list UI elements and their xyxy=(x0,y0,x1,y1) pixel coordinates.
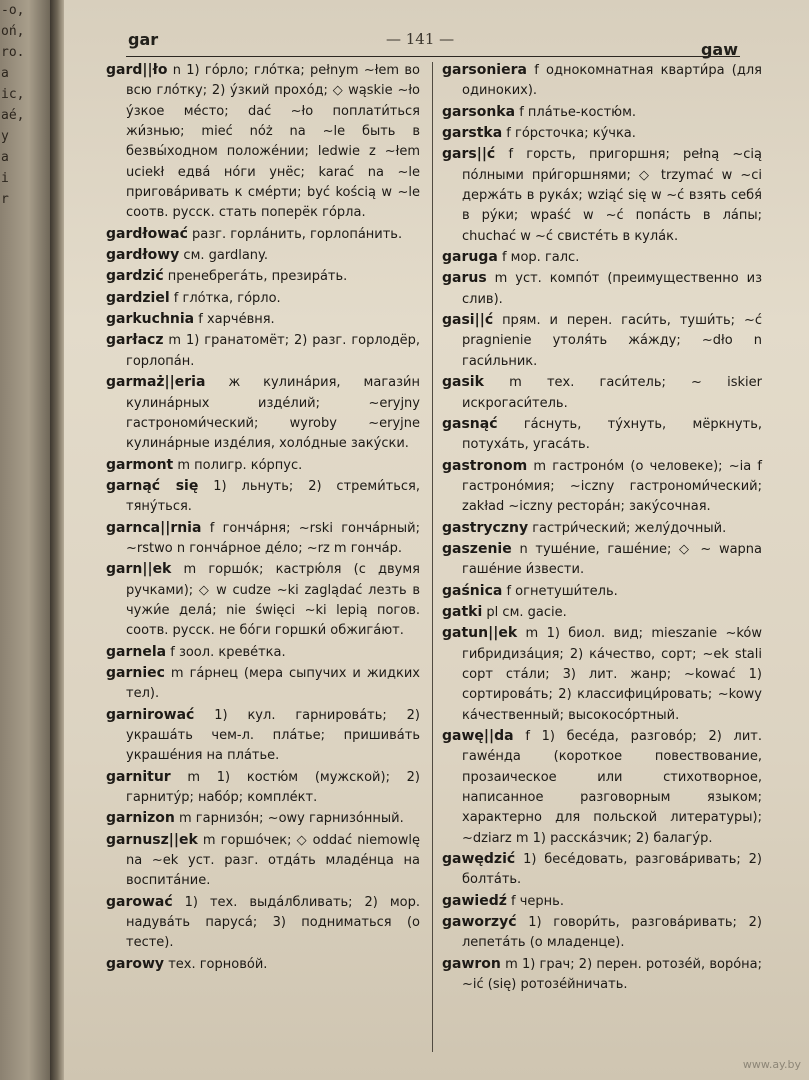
dictionary-entry xyxy=(106,372,420,454)
entry-definition: 1) кул. гарнирова́ть; 2) украша́ть чем-л. пла́тье; пришива́ть украше́ния на пла́тье. xyxy=(126,707,420,764)
entry-headword: garnirować xyxy=(106,706,195,723)
entry-headword: gaśnica xyxy=(442,582,503,599)
entry-headword: garnca||rnia xyxy=(106,519,202,536)
entry-definition: m уст. компо́т (преимущественно из слив). xyxy=(462,271,762,307)
entry-headword: garus xyxy=(442,270,487,287)
entry-definition: m полигр. ко́рпус. xyxy=(177,457,303,473)
entry-definition: m гастроно́м (о человеке); ~ia f гастроно́мия; ~iczny гастрономи́ческий; zakład ~iczny рестора́н; заку́сочная. xyxy=(462,458,762,515)
dictionary-entry xyxy=(442,123,762,144)
entry-headword: garnusz||ek xyxy=(106,831,198,848)
entry-headword: gardzić xyxy=(106,268,164,285)
entry-definition: f харче́вня. xyxy=(198,312,275,328)
entry-headword: gawiedź xyxy=(442,892,507,909)
dictionary-entry xyxy=(442,912,762,954)
entry-definition: n 1) го́рло; гло́тка; pełnym ~łem во всю гло́тку; 2) у́зкий прохо́д; ◇ wąskie ~ło у́зкое ме́сто; dać ~ło поплати́ться жи́знью; mieć nóż na ~le быть в безвы́ходном положе́нии; ledwie z ~łem uciekł едва́ но́ги унёс; karać na ~le пригова́ривать к сме́рти; być kością w ~le соотв. русск. стать поперёк го́рла. xyxy=(126,63,420,221)
left-column xyxy=(106,60,420,975)
dictionary-entry xyxy=(442,623,762,726)
dictionary-entry xyxy=(106,330,420,372)
previous-page-fragment: oń, xyxy=(1,24,25,39)
dictionary-entry xyxy=(106,808,420,829)
dictionary-entry xyxy=(106,309,420,330)
previous-page-fragment: ic, xyxy=(1,87,25,102)
entry-headword: garsoniera xyxy=(442,62,527,78)
dictionary-entry xyxy=(442,456,762,518)
previous-page-text-fragments xyxy=(0,0,52,1080)
entry-headword: garkuchnia xyxy=(106,311,195,328)
entry-headword: gawron xyxy=(442,955,501,972)
entry-definition: m тех. гаси́тель; ~ iskier искрогаси́тель. xyxy=(462,375,762,411)
entry-headword: gardłować xyxy=(106,225,188,242)
dictionary-entry xyxy=(442,539,762,581)
dictionary-entry xyxy=(442,849,762,891)
dictionary-entry xyxy=(106,642,420,663)
entry-definition: f зоол. креве́тка. xyxy=(170,644,286,660)
entry-definition: f гло́тка, го́рло. xyxy=(173,290,281,306)
entry-definition: f огнетуши́тель. xyxy=(506,583,618,599)
entry-headword: garnizon xyxy=(106,810,175,827)
dictionary-entry xyxy=(106,266,420,287)
entry-definition: m 1) биол. вид; mieszanie ~ków гибридиза́ция; 2) ка́чество, сорт; ~ek stali сорт ста́ли; 3) лит. жанр; ~kować 1) сортирова́ть; 2) классифици́ровать; ~kowy ка́чественный; высокосо́ртный. xyxy=(462,626,762,723)
dictionary-entry xyxy=(442,60,762,102)
entry-definition: см. gardlany. xyxy=(183,248,269,264)
entry-definition: m 1) костю́м (мужской); 2) гарниту́р; набо́р; компле́кт. xyxy=(126,769,421,806)
entry-headword: garsonka xyxy=(442,103,516,120)
entry-headword: gars||ć xyxy=(442,146,496,163)
entry-headword: garmaż||eria xyxy=(106,374,206,391)
previous-page-fragment: r xyxy=(1,192,9,207)
entry-headword: garmont xyxy=(106,456,174,473)
dictionary-entry xyxy=(442,144,762,247)
entry-headword: gasi||ć xyxy=(442,312,494,329)
dictionary-entry xyxy=(106,954,420,975)
entry-definition: f го́рсточка; ку́чка. xyxy=(506,126,636,142)
dictionary-entry xyxy=(442,310,762,372)
entry-definition: pl см. gacie. xyxy=(486,604,567,620)
previous-page-fragment: aé, xyxy=(1,108,25,123)
entry-headword: gard||ło xyxy=(106,62,168,78)
entry-headword: garnitur xyxy=(106,768,171,785)
entry-definition: гастри́ческий; желу́дочный. xyxy=(532,520,727,536)
entry-definition: 1) бесе́довать, разгова́ривать; 2) болта́ть. xyxy=(462,852,762,888)
entry-headword: gastryczny xyxy=(442,519,529,536)
entry-definition: разг. горла́нить, горлопа́нить. xyxy=(192,226,403,242)
entry-definition: 1) говори́ть, разгова́ривать; 2) лепета́ть (о младенце). xyxy=(462,915,762,951)
dictionary-entry xyxy=(442,581,762,602)
entry-headword: gardłowy xyxy=(106,247,180,264)
entry-headword: garnąć się xyxy=(106,477,199,494)
entry-headword: garłacz xyxy=(106,332,164,349)
watermark: www.ay.by xyxy=(742,1058,801,1071)
entry-definition: n туше́ние, гаше́ние; ◇ ~ wapna гаше́ние и́звести. xyxy=(462,541,762,578)
dictionary-entry xyxy=(106,455,420,476)
dictionary-entry xyxy=(106,705,420,767)
entry-headword: garniec xyxy=(106,664,165,681)
dictionary-entry xyxy=(442,102,762,123)
dictionary-entry xyxy=(106,476,420,518)
dictionary-entry xyxy=(442,726,762,849)
page-header xyxy=(128,30,738,59)
entry-headword: garnela xyxy=(106,643,167,660)
dictionary-entry xyxy=(106,60,420,224)
entry-headword: gatki xyxy=(442,603,483,620)
entry-definition: m гарнизо́н; ~owy гарнизо́нный. xyxy=(179,811,404,827)
previous-page-fragment: ro. xyxy=(1,45,25,60)
page-number: — 141 — xyxy=(386,30,455,48)
entry-definition: тех. горново́й. xyxy=(168,956,268,972)
entry-headword: garstka xyxy=(442,125,503,142)
dictionary-entry xyxy=(106,245,420,266)
entry-definition: га́снуть, ту́хнуть, мёркнуть, потуха́ть, угаса́ть. xyxy=(462,416,762,453)
entry-headword: gasnąć xyxy=(442,415,498,432)
entry-definition: m горшо́чек; ◇ oddać niemowlę na ~ek уст. разг. отда́ть младе́нца на воспита́ние. xyxy=(126,832,420,889)
entry-definition: f чернь. xyxy=(511,893,564,909)
entry-definition: f однокомнатная кварти́ра (для одиноких). xyxy=(462,63,762,99)
dictionary-entry xyxy=(106,892,420,954)
entry-definition: m 1) грач; 2) перен. ротозе́й, воро́на; ~ić (się) ротозе́йничать. xyxy=(462,956,762,993)
entry-headword: garować xyxy=(106,893,173,910)
entry-definition: f мор. галс. xyxy=(501,250,580,266)
entry-definition: f пла́тье-костю́м. xyxy=(519,104,637,120)
entry-headword: gatun||ek xyxy=(442,625,518,642)
dictionary-entry xyxy=(442,268,762,310)
previous-page-fragment: i xyxy=(1,171,9,186)
previous-page-fragment: a xyxy=(1,66,9,81)
column-divider xyxy=(432,62,433,1052)
dictionary-entry xyxy=(442,602,762,623)
dictionary-entry xyxy=(442,414,762,456)
previous-page-fragment: a xyxy=(1,150,9,165)
entry-definition: 1) льнуть; 2) стреми́ться, тяну́ться. xyxy=(126,478,420,515)
entry-definition: 1) тех. выда́лбливать; 2) мор. надува́ть паруса́; 3) подниматься (о тесте). xyxy=(126,894,420,951)
entry-definition: прям. и перен. гаси́ть, туши́ть; ~ć pragnienie утоля́ть жа́жду; ~dło n гаси́льник. xyxy=(462,313,762,369)
dictionary-entry xyxy=(106,830,420,892)
dictionary-entry xyxy=(106,224,420,245)
entry-headword: gardziel xyxy=(106,289,170,306)
right-running-headword: gaw xyxy=(700,40,738,59)
entry-headword: gaszenie xyxy=(442,540,512,557)
entry-definition: m га́рнец (мера сыпучих и жидких тел). xyxy=(126,665,420,702)
entry-headword: gaworzyć xyxy=(442,914,517,931)
dictionary-entry xyxy=(442,372,762,414)
dictionary-entry xyxy=(106,559,420,641)
previous-page-fragment: y xyxy=(1,129,9,144)
entry-headword: gasik xyxy=(442,374,484,391)
entry-headword: garowy xyxy=(106,955,165,972)
dictionary-entry xyxy=(442,518,762,539)
entry-definition: f гонча́рня; ~rski гонча́рный; ~rstwo n гонча́рное де́ло; ~rz m гонча́р. xyxy=(126,520,420,556)
header-rule xyxy=(126,56,740,57)
dictionary-entry xyxy=(442,954,762,996)
entry-headword: gawędzić xyxy=(442,851,516,868)
previous-page-fragment: -o, xyxy=(1,3,25,18)
entry-headword: gastronom xyxy=(442,457,528,474)
entry-definition: f 1) бесе́да, разгово́р; 2) лит. гаwе́нда (короткое повествование, прозаическое или стихотворное, написанное разговорным языком; характерно для польской литературы); ~dziarz m 1) расска́зчик; 2) балагу́р. xyxy=(462,729,762,846)
dictionary-entry xyxy=(106,518,420,560)
dictionary-entry xyxy=(442,247,762,268)
dictionary-entry xyxy=(106,767,420,809)
entry-headword: gawę||da xyxy=(442,728,514,744)
entry-headword: garn||ek xyxy=(106,561,172,578)
entry-definition: m горшо́к; кастрю́ля (с двумя ручками); ◇ w cudze ~ki zaglądać лезть в чужи́е дела́; nie święci ~ki lepią погов. соотв. русск. не бо́ги горшки́ обжига́ют. xyxy=(126,562,420,639)
entry-definition: f горсть, пригоршня; pełną ~cią по́лными при́горшнями; ◇ trzymać w ~ci держа́ть в рука́х; wziąć się w ~ć взять себя́ в ру́ки; wpaść w ~ć попа́сть в ла́пы; chuchać w ~ć свисте́ть в кула́к. xyxy=(462,147,762,244)
entry-definition: m 1) гранатомёт; 2) разг. горлодёр, горлопа́н. xyxy=(126,333,420,369)
entry-definition: пренебрега́ть, презира́ть. xyxy=(167,269,348,285)
right-column xyxy=(442,60,762,995)
entry-headword: garuga xyxy=(442,249,498,266)
dictionary-entry xyxy=(442,891,762,912)
entry-definition: ж кулина́рия, магази́н кулина́рных изде́лий; ~eryjny гастрономи́ческий; wyroby ~eryjne кулина́рные изде́лия, холо́дные заку́ски. xyxy=(126,375,420,452)
dictionary-entry xyxy=(106,663,420,705)
left-running-headword: gar xyxy=(128,30,159,49)
dictionary-entry xyxy=(106,288,420,309)
